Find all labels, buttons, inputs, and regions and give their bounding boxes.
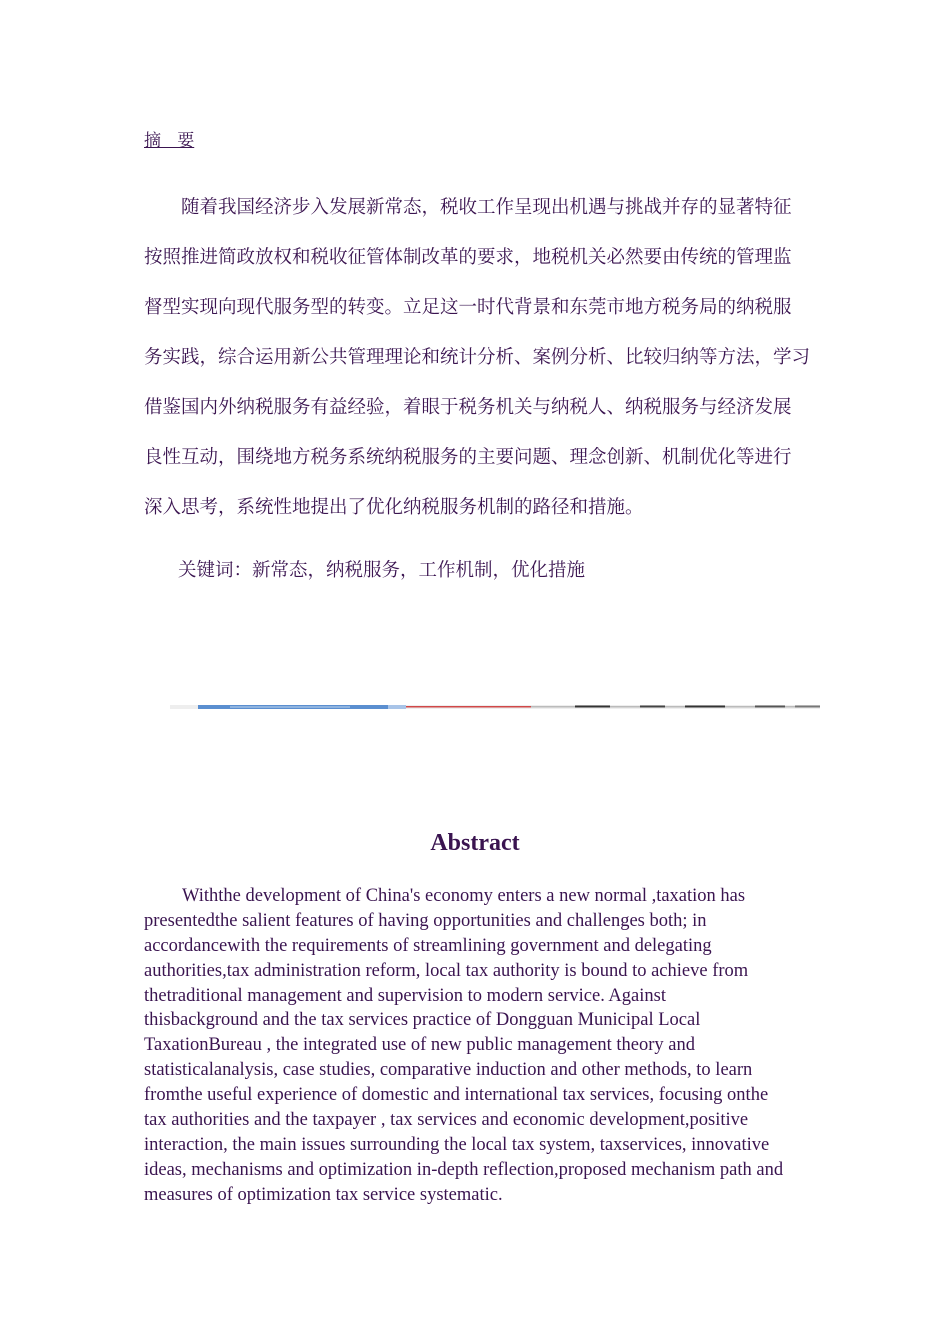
chinese-abstract-line: 按照推进简政放权和税收征管体制改革的要求，地税机关必然要由传统的管理监 — [144, 247, 792, 268]
chinese-abstract-line: 随着我国经济步入发展新常态，税收工作呈现出机遇与挑战并存的显著特征 — [181, 197, 792, 218]
chinese-abstract-body — [144, 195, 809, 545]
english-abstract-line: statisticalanalysis, case studies, comparative induction and other methods, to learn — [144, 1060, 753, 1081]
english-abstract-line: tax authorities and the taxpayer , tax services and economic development,positive — [144, 1110, 749, 1131]
english-abstract-line: thisbackground and the tax services practice of Dongguan Municipal Local — [144, 1010, 701, 1031]
decorative-divider — [170, 703, 820, 711]
chinese-abstract-line: 督型实现向现代服务型的转变。立足这一时代背景和东莞市地方税务局的纳税服 — [144, 297, 792, 318]
english-abstract-line: measures of optimization tax service systematic. — [144, 1184, 503, 1205]
english-abstract-line: authorities,tax administration reform, local tax authority is bound to achieve from — [144, 960, 749, 981]
keywords-line: 关键词：新常态，纳税服务，工作机制，优化措施 — [178, 560, 586, 581]
english-abstract-line: Withthe development of China's economy enters a new normal ,taxation has — [182, 886, 746, 906]
english-abstract-body — [144, 884, 814, 1208]
chinese-abstract-line: 深入思考，系统性地提出了优化纳税服务机制的路径和措施。 — [144, 497, 644, 518]
chinese-abstract-heading: 摘 要 — [144, 131, 195, 151]
english-abstract-title: Abstract — [430, 830, 520, 856]
english-abstract-line: thetraditional management and supervision to modern service. Against — [144, 985, 666, 1006]
chinese-abstract-line: 务实践，综合运用新公共管理理论和统计分析、案例分析、比较归纳等方法，学习 — [144, 347, 811, 368]
chinese-abstract-line: 良性互动，围绕地方税务系统纳税服务的主要问题、理念创新、机制优化等进行 — [144, 447, 792, 468]
english-abstract-line: TaxationBureau , the integrated use of new public management theory and — [144, 1035, 695, 1056]
chinese-abstract-line: 借鉴国内外纳税服务有益经验，着眼于税务机关与纳税人、纳税服务与经济发展 — [144, 397, 792, 418]
english-abstract-line: ideas, mechanisms and optimization in-depth reflection,proposed mechanism path and — [144, 1159, 784, 1180]
english-abstract-line: presentedthe salient features of having opportunities and challenges both; in — [144, 910, 707, 931]
english-abstract-line: accordancewith the requirements of streamlining government and delegating — [144, 935, 712, 956]
english-abstract-line: interaction, the main issues surrounding the local tax system, taxservices, innovative — [144, 1134, 770, 1155]
english-abstract-line: fromthe useful experience of domestic and international tax services, focusing onthe — [144, 1085, 769, 1106]
